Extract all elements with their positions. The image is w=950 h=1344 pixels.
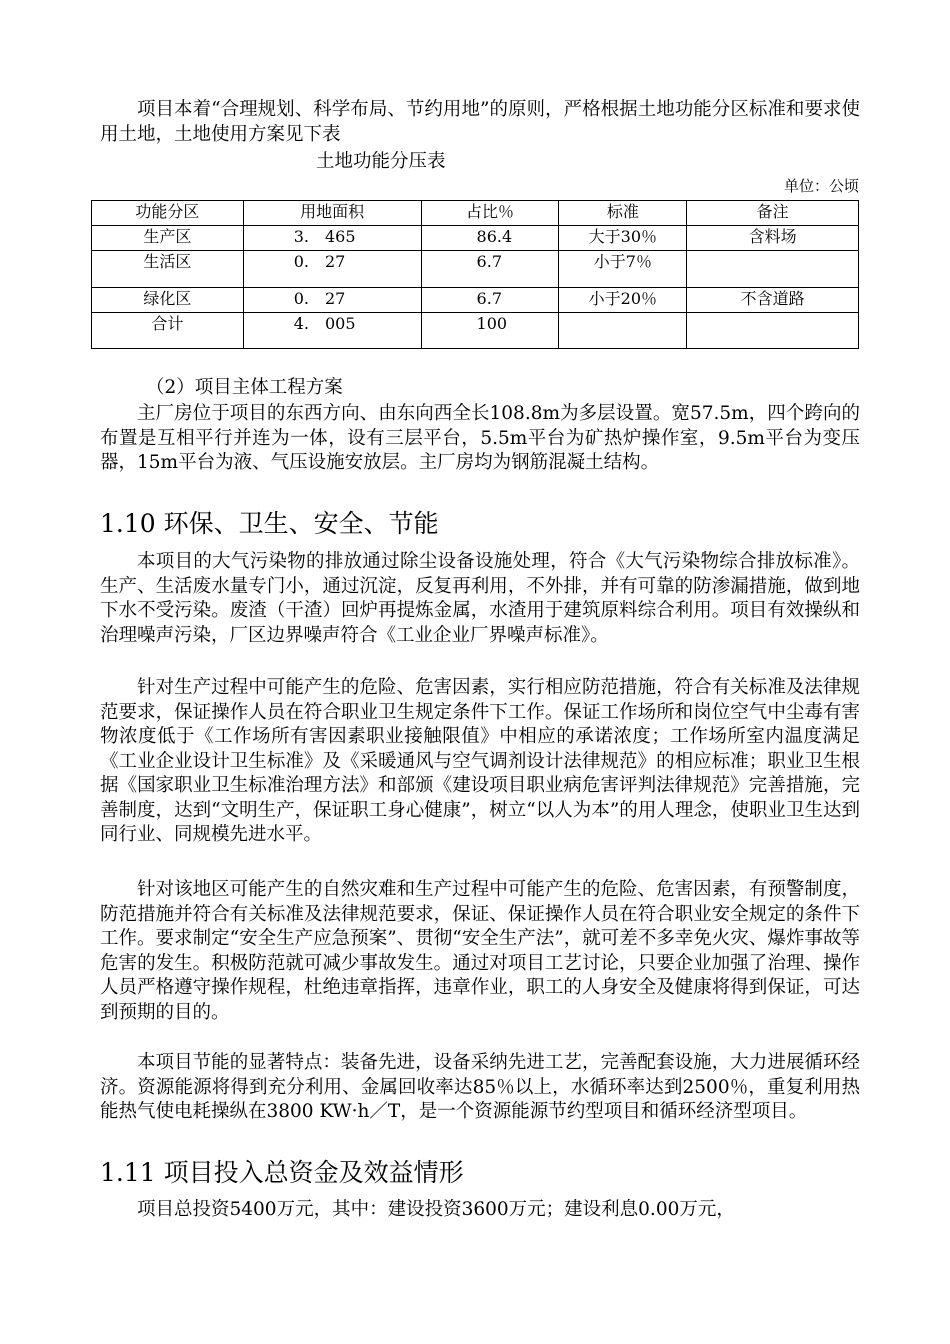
table-cell: 6.7 [421,288,559,313]
section-heading-1-10: 1.10 环保、卫生、安全、节能 [100,509,439,538]
main-project-subtitle: （2）项目主体工程方案 [146,377,343,398]
main-project-paragraph: 主厂房位于项目的东西方向、由东向西全长108.8m为多层设置。宽57.5m，四个跨向的布置是互相平行并连为一体，设有三层平台，5.5m平台为矿热炉操作室，9.5m平台为变压器，15m平台为液、气压设施安放层。主厂房均为钢筋混凝土结构。 [100,403,860,473]
table-cell: 100 [421,313,559,349]
table-cell: 含料场 [687,226,859,251]
table-cell: 生产区 [92,226,244,251]
section-paragraph: 针对生产过程中可能产生的危险、危害因素，实行相应防范措施，符合有关标准及法律规范要求，保证操作人员在符合职业卫生规定条件下工作。保证工作场所和岗位空气中尘毒有害物浓度低于《工作场所有害因素职业接触限值》中相应的承诺浓度；工作场所室内温度满足《工业企业设计卫生标准》及《采暖通风与空气调剂设计法律规范》的相应标准；职业卫生根据《国家职业卫生标准治理方法》和部颁《建设项目职业病危害评判法律规范》完善措施，完善制度，达到“文明生产，保证职工身心健康”，树立“以人为本”的用人理念，使职业卫生达到同行业、同规模先进水平。 [100,677,860,845]
table-cell: 生活区 [92,251,244,288]
table-cell: 小于20％ [559,288,687,313]
table-cell [687,251,859,288]
unit-label: 单位：公顷 [783,177,859,195]
table-cell: 0. 27 [243,288,421,313]
table-header-cell: 备注 [687,201,859,226]
land-function-table [91,200,859,349]
table-row [92,313,859,349]
section-paragraph: 项目总投资5400万元，其中：建设投资3600万元；建设利息0.00万元， [137,1199,735,1220]
table-cell: 大于30％ [559,226,687,251]
section-paragraph: 针对该地区可能产生的自然灾难和生产过程中可能产生的危险、危害因素，有预警制度，防范措施并符合有关标准及法律规范要求，保证、保证操作人员在符合职业安全规定的条件下工作。要求制定“安全生产应急预案”、贯彻“安全生产法”，就可差不多幸免火灾、爆炸事故等危害的发生。积极防范就可减少事故发生。通过对项目工艺讨论，只要企业加强了治理、操作人员严格遵守操作规程，杜绝违章指挥，违章作业，职工的人身安全及健康将得到保证，可达到预期的目的。 [100,879,860,1023]
table-cell: 4. 005 [243,313,421,349]
table-cell: 6.7 [421,251,559,288]
table-header-row [92,201,859,226]
table-header-cell: 功能分区 [92,201,244,226]
table-cell: 绿化区 [92,288,244,313]
section-paragraph: 本项目的大气污染物的排放通过除尘设备设施处理，符合《大气污染物综合排放标准》。生产、生活废水量专门小，通过沉淀，反复再利用，不外排，并有可靠的防渗漏措施，做到地下水不受污染。废渣（干渣）回炉再提炼金属，水渣用于建筑原料综合利用。项目有效操纵和治理噪声污染，厂区边界噪声符合《工业企业厂界噪声标准》。 [100,551,860,646]
table-header-cell: 用地面积 [243,201,421,226]
intro-paragraph: 项目本着“合理规划、科学布局、节约用地”的原则，严格根据土地功能分区标准和要求使用土地，土地使用方案见下表 [100,99,860,145]
table-row [92,251,859,288]
table-cell [559,313,687,349]
table-cell: 86.4 [421,226,559,251]
table-cell: 3. 465 [243,226,421,251]
table-row [92,226,859,251]
section-paragraph: 本项目节能的显著特点：装备先进，设备采纳先进工艺，完善配套设施，大力进展循环经济。资源能源将得到充分利用、金属回收率达85％以上，水循环率达到2500％，重复利用热能热气使电耗操纵在3800 KW·h／T，是一个资源能源节约型项目和循环经济型项目。 [100,1052,860,1122]
table-title: 土地功能分压表 [316,151,446,172]
table-cell: 0. 27 [243,251,421,288]
table-cell: 小于7％ [559,251,687,288]
table-row [92,288,859,313]
section-heading-1-11: 1.11 项目投入总资金及效益情形 [100,1158,464,1187]
table-cell: 合计 [92,313,244,349]
table-header-cell: 标准 [559,201,687,226]
table-header-cell: 占比％ [421,201,559,226]
table-cell [687,313,859,349]
table-cell: 不含道路 [687,288,859,313]
